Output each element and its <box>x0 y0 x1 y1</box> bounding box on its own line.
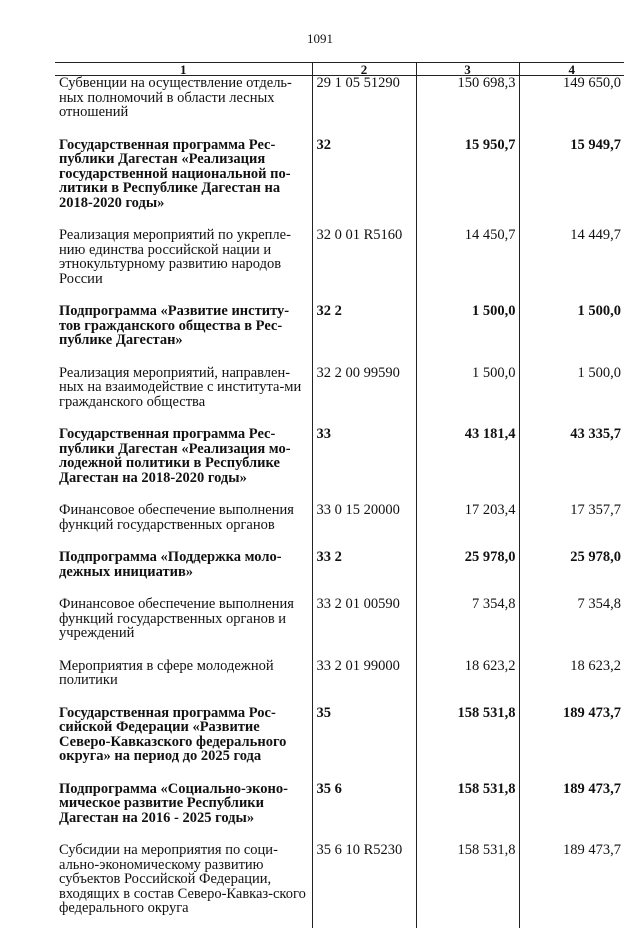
row-code: 35 <box>312 706 416 764</box>
row-name: Подпрограмма «Социально-эконо-мическое развитие Республики Дагестан на 2016 - 2025 годы» <box>59 780 288 826</box>
row-name: Финансовое обеспечение выполнения функций государственных органов и учреждений <box>59 596 294 641</box>
row-code: 32 2 00 99590 <box>312 366 416 410</box>
header-col-3: 3 <box>416 63 519 76</box>
row-value-4: 189 473,7 <box>519 843 624 916</box>
row-name: Субвенции на осуществление отдель-ных полномочий в области лесных отношений <box>59 75 292 120</box>
row-code: 33 2 01 00590 <box>312 597 416 641</box>
row-name: Реализация мероприятий, направлен-ных на взаимодействие с института-ми гражданского общества <box>59 364 302 410</box>
row-value-4: 189 473,7 <box>519 782 624 826</box>
row-code: 32 0 01 R5160 <box>312 228 416 286</box>
header-col-4: 4 <box>519 63 624 76</box>
row-code: 29 1 05 51290 <box>312 76 416 120</box>
row-value-3: 158 531,8 <box>416 782 519 826</box>
table-row <box>55 76 624 120</box>
row-name: Подпрограмма «Развитие институ-тов гражданского общества в Рес-публике Дагестан» <box>59 303 290 348</box>
row-value-4: 15 949,7 <box>519 138 624 211</box>
table-row <box>55 597 624 641</box>
row-name: Подпрограмма «Поддержка моло-дежных инициатив» <box>59 549 282 580</box>
row-name: Государственная программа Рес-публики Дагестан «Реализация мо-лодежной политики в Республике Дагестан на 2018-2020 годы» <box>59 426 291 486</box>
header-col-2: 2 <box>312 63 416 76</box>
row-value-4: 149 650,0 <box>519 76 624 120</box>
table-row <box>55 782 624 826</box>
table-row <box>55 503 624 532</box>
table-row <box>55 659 624 688</box>
row-value-4: 7 354,8 <box>519 597 624 641</box>
row-code: 32 2 <box>312 304 416 348</box>
row-value-3: 1 500,0 <box>416 366 519 410</box>
row-value-3: 15 950,7 <box>416 138 519 211</box>
row-value-3: 7 354,8 <box>416 597 519 641</box>
budget-table <box>55 62 624 928</box>
header-col-1: 1 <box>55 63 312 76</box>
row-value-3: 25 978,0 <box>416 550 519 579</box>
row-code: 33 2 <box>312 550 416 579</box>
table-row <box>55 304 624 348</box>
row-code: 33 <box>312 427 416 485</box>
row-code: 35 6 10 R5230 <box>312 843 416 916</box>
row-name: Государственная программа Рес-публики Дагестан «Реализация государственной национальной по-литики в Республике Дагестан на 2018-2020 годы» <box>59 136 291 211</box>
row-value-3: 150 698,3 <box>416 76 519 120</box>
row-value-4: 17 357,7 <box>519 503 624 532</box>
row-value-3: 43 181,4 <box>416 427 519 485</box>
row-value-4: 189 473,7 <box>519 706 624 764</box>
row-code: 32 <box>312 138 416 211</box>
row-value-3: 17 203,4 <box>416 503 519 532</box>
row-value-3: 158 531,8 <box>416 706 519 764</box>
row-value-3: 1 500,0 <box>416 304 519 348</box>
row-name: Субсидии на мероприятия по соци-ально-экономическому развитию субъектов Российской Федерации, входящих в состав Северо-Кавказ-ского федерального округа <box>59 842 306 916</box>
table-row <box>55 138 624 211</box>
row-code: 33 2 01 99000 <box>312 659 416 688</box>
table-header-row <box>55 63 624 76</box>
page-number: 1091 <box>307 31 333 46</box>
row-value-4: 1 500,0 <box>519 304 624 348</box>
table-row <box>55 366 624 410</box>
table-row <box>55 427 624 485</box>
table-row <box>55 706 624 764</box>
row-value-4: 14 449,7 <box>519 228 624 286</box>
row-value-4: 18 623,2 <box>519 659 624 688</box>
row-value-4: 25 978,0 <box>519 550 624 579</box>
row-name: Мероприятия в сфере молодежной политики <box>59 657 274 688</box>
row-value-3: 14 450,7 <box>416 228 519 286</box>
row-name: Реализация мероприятий по укрепле-нию единства российской нации и этнокультурному развитию народов России <box>59 227 291 287</box>
row-name: Финансовое обеспечение выполнения функций государственных органов <box>59 502 294 533</box>
table-row <box>55 228 624 286</box>
row-name: Государственная программа Рос-сийской Федерации «Развитие Северо-Кавказского федерального округа» на период до 2025 года <box>59 704 287 764</box>
table-row <box>55 550 624 579</box>
row-value-3: 158 531,8 <box>416 843 519 916</box>
row-value-3: 18 623,2 <box>416 659 519 688</box>
row-code: 33 0 15 20000 <box>312 503 416 532</box>
row-value-4: 43 335,7 <box>519 427 624 485</box>
row-code: 35 6 <box>312 782 416 826</box>
row-value-4: 1 500,0 <box>519 366 624 410</box>
